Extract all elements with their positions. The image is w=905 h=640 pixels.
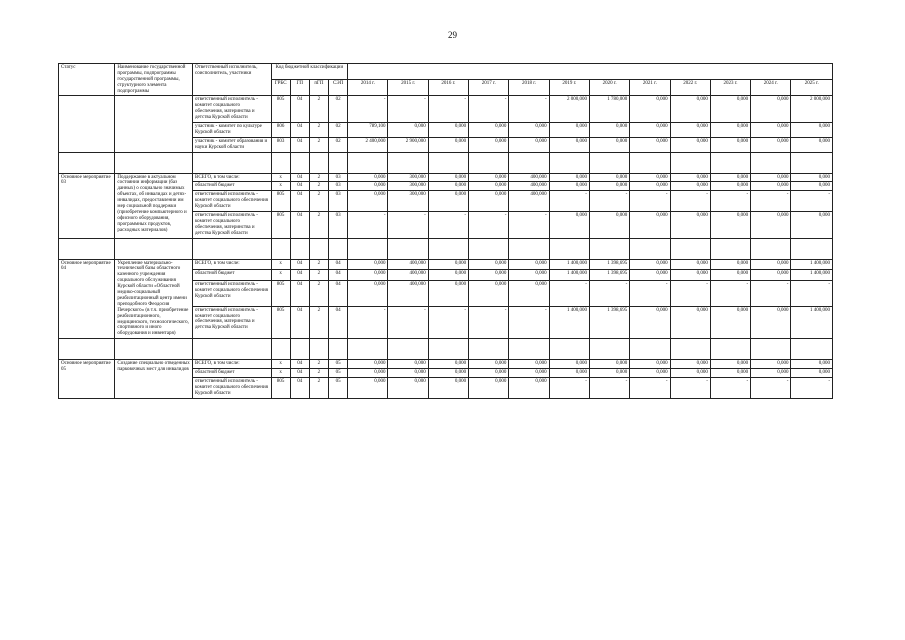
year-header: 2020 г. — [589, 80, 629, 96]
value-cell: - — [751, 191, 791, 212]
value-cell: 0,000 — [428, 182, 468, 191]
code-cell: х — [271, 259, 290, 270]
table-body — [59, 96, 833, 398]
value-cell: 0,000 — [469, 259, 509, 270]
table-row — [59, 259, 833, 270]
value-cell: 0,000 — [509, 281, 549, 306]
value-cell: 0,000 — [630, 137, 670, 152]
value-cell: 0,000 — [348, 173, 388, 182]
program-name-cell — [115, 96, 193, 152]
value-cell: 0,000 — [428, 377, 468, 398]
table-row — [59, 96, 833, 123]
value-cell: 0,000 — [630, 212, 670, 239]
value-cell: - — [670, 191, 710, 212]
years-header-group — [348, 64, 833, 80]
value-cell: 0,000 — [751, 369, 791, 378]
value-cell: - — [388, 96, 428, 123]
value-cell: - — [388, 212, 428, 239]
code-cell: 2 — [309, 212, 328, 239]
value-cell: 0,000 — [469, 377, 509, 398]
code-cell: 04 — [290, 270, 309, 281]
value-cell: 0,000 — [751, 306, 791, 339]
program-name-cell: Поддержание в актуальном состоянии информации (баз данных) о социально значимых объектах, об инвалидах и детях-инвалидах, предоставлении им мер социальной поддержки (приобретение компьютерного и офисного оборудования, программных продуктов, расходных материалов) — [115, 173, 193, 238]
executor-cell: ответственный исполнитель - комитет социального обеспечения Курской области — [193, 281, 272, 306]
value-cell: 0,000 — [630, 123, 670, 138]
value-cell: 0,000 — [509, 360, 549, 369]
value-cell: - — [589, 191, 629, 212]
status-cell: Основное мероприятие 05 — [59, 360, 115, 398]
code-cell: 805 — [271, 377, 290, 398]
code-cell: 03 — [329, 212, 348, 239]
code-cell: 2 — [309, 173, 328, 182]
value-cell: 789,100 — [348, 123, 388, 138]
code-cell: 805 — [271, 281, 290, 306]
value-cell: 300,000 — [388, 191, 428, 212]
program-name-cell: Укрепление материально-технической базы областного казенного учреждения социального обслуживания Курской области «Областной медико-социальный реабилитационный центр имени преподобного Феодосия Печерского» (в т.ч. приобретение реабилитационного, медицинского, технологического, спортивного и иного оборудования и инвентаря) — [115, 259, 193, 339]
code-cell: 2 — [309, 137, 328, 152]
value-cell: 0,000 — [589, 212, 629, 239]
code-cell: 04 — [290, 377, 309, 398]
executor-cell: ответственный исполнитель - комитет социального обеспечения Курской области — [193, 377, 272, 398]
code-cell: 05 — [329, 377, 348, 398]
value-cell: - — [589, 377, 629, 398]
year-header: 2014 г. — [348, 80, 388, 96]
value-cell: 0,000 — [388, 377, 428, 398]
executor-cell: ВСЕГО, в том числе: — [193, 173, 272, 182]
value-cell: 0,000 — [630, 360, 670, 369]
value-cell: 0,000 — [428, 123, 468, 138]
value-cell: 400,000 — [388, 270, 428, 281]
value-cell: - — [630, 191, 670, 212]
value-cell: 0,000 — [469, 281, 509, 306]
value-cell: 1 400,000 — [549, 270, 589, 281]
code-cell: 03 — [329, 191, 348, 212]
executor-cell: ответственный исполнитель - комитет социального обеспечения, материнства и детства Курской области — [193, 96, 272, 123]
executor-cell: ВСЕГО, в том числе: — [193, 259, 272, 270]
value-cell: - — [751, 377, 791, 398]
executor-cell: участник - комитет образования и науки Курской области — [193, 137, 272, 152]
value-cell: 0,000 — [469, 270, 509, 281]
value-cell: - — [670, 281, 710, 306]
table-header — [59, 64, 833, 96]
value-cell: 0,000 — [791, 137, 833, 152]
code-cell: 02 — [329, 96, 348, 123]
value-cell: 0,000 — [791, 369, 833, 378]
executor-cell: областной бюджет — [193, 270, 272, 281]
year-header: 2021 г. — [630, 80, 670, 96]
value-cell: 0,000 — [549, 137, 589, 152]
value-cell: 0,000 — [630, 182, 670, 191]
value-cell: 0,000 — [670, 360, 710, 369]
value-cell: - — [509, 96, 549, 123]
value-cell: - — [509, 306, 549, 339]
value-cell: 0,000 — [670, 212, 710, 239]
value-cell: 0,000 — [670, 182, 710, 191]
code-cell: 805 — [271, 191, 290, 212]
value-cell: 0,000 — [791, 182, 833, 191]
value-cell: 400,000 — [388, 259, 428, 270]
code-cell: 04 — [290, 212, 309, 239]
year-header: 2022 г. — [670, 80, 710, 96]
budget-code-header: Код бюджетной классификации — [271, 64, 348, 80]
page-number: 29 — [448, 30, 457, 40]
table-row — [59, 360, 833, 369]
code-cell: х — [271, 360, 290, 369]
value-cell: 0,000 — [509, 123, 549, 138]
value-cell: - — [670, 377, 710, 398]
code-cell: 05 — [329, 369, 348, 378]
value-cell: - — [469, 212, 509, 239]
code-cell: х — [271, 270, 290, 281]
value-cell: 1 398,695 — [589, 270, 629, 281]
value-cell: 0,000 — [670, 306, 710, 339]
year-header: 2023 г. — [710, 80, 750, 96]
value-cell: - — [630, 281, 670, 306]
status-cell: Основное мероприятие 04 — [59, 259, 115, 339]
value-cell: - — [348, 306, 388, 339]
value-cell: - — [751, 281, 791, 306]
code-cell: 805 — [271, 212, 290, 239]
value-cell: 0,000 — [348, 270, 388, 281]
value-cell: - — [549, 377, 589, 398]
program-name-cell: Создание специально отведенных парковочных мест для инвалидов — [115, 360, 193, 398]
value-cell: 2 000,000 — [549, 96, 589, 123]
value-cell: - — [428, 96, 468, 123]
code-cell: 2 — [309, 270, 328, 281]
value-cell: 0,000 — [509, 369, 549, 378]
value-cell: - — [348, 96, 388, 123]
table-row — [59, 173, 833, 182]
value-cell: 0,000 — [428, 270, 468, 281]
value-cell: 0,000 — [630, 306, 670, 339]
value-cell: 0,000 — [549, 360, 589, 369]
value-cell: 1 780,000 — [589, 96, 629, 123]
value-cell: 0,000 — [751, 137, 791, 152]
value-cell: 0,000 — [670, 137, 710, 152]
value-cell: 2 900,000 — [388, 137, 428, 152]
value-cell: - — [469, 306, 509, 339]
value-cell: - — [710, 191, 750, 212]
value-cell: 0,000 — [751, 360, 791, 369]
status-header: Статус — [59, 64, 115, 96]
value-cell: 0,000 — [388, 360, 428, 369]
value-cell: 0,000 — [670, 259, 710, 270]
value-cell: 0,000 — [791, 360, 833, 369]
value-cell: 0,000 — [791, 123, 833, 138]
value-cell: 0,000 — [670, 173, 710, 182]
value-cell: 0,000 — [589, 360, 629, 369]
code-cell: х — [271, 173, 290, 182]
value-cell: 1 400,000 — [791, 306, 833, 339]
value-cell: 0,000 — [589, 123, 629, 138]
value-cell: 400,000 — [509, 191, 549, 212]
value-cell: 300,000 — [388, 173, 428, 182]
value-cell: 0,000 — [469, 123, 509, 138]
year-header: 2017 г. — [469, 80, 509, 96]
executor-cell: ВСЕГО, в том числе: — [193, 360, 272, 369]
year-header: 2024 г. — [751, 80, 791, 96]
value-cell: 400,000 — [509, 173, 549, 182]
value-cell: 0,000 — [388, 369, 428, 378]
value-cell: 1 400,000 — [549, 306, 589, 339]
value-cell: 0,000 — [589, 173, 629, 182]
code-cell: 2 — [309, 191, 328, 212]
value-cell: 0,000 — [751, 96, 791, 123]
code-cell: 04 — [290, 182, 309, 191]
value-cell: 0,000 — [388, 123, 428, 138]
value-cell: 0,000 — [710, 96, 750, 123]
year-header: 2015 г. — [388, 80, 428, 96]
value-cell: - — [791, 191, 833, 212]
value-cell: 0,000 — [670, 96, 710, 123]
executor-cell: ответственный исполнитель - комитет социального обеспечения, материнства и детства Курской области — [193, 212, 272, 239]
code-cell: 04 — [290, 123, 309, 138]
code-cell: 04 — [290, 360, 309, 369]
value-cell: 0,000 — [469, 369, 509, 378]
value-cell: 0,000 — [751, 259, 791, 270]
value-cell: 0,000 — [549, 173, 589, 182]
value-cell: 0,000 — [348, 259, 388, 270]
code-cell: 04 — [290, 173, 309, 182]
code-cell: 04 — [329, 281, 348, 306]
value-cell: - — [428, 212, 468, 239]
code-header: ГП — [290, 80, 309, 96]
value-cell: 0,000 — [549, 182, 589, 191]
year-header: 2016 г. — [428, 80, 468, 96]
value-cell: 0,000 — [428, 360, 468, 369]
value-cell: - — [469, 96, 509, 123]
code-cell: 2 — [309, 377, 328, 398]
code-cell: 2 — [309, 306, 328, 339]
value-cell: - — [589, 281, 629, 306]
value-cell: 0,000 — [348, 369, 388, 378]
code-cell: х — [271, 182, 290, 191]
value-cell: 0,000 — [509, 270, 549, 281]
code-cell: 04 — [290, 281, 309, 306]
value-cell: 300,000 — [388, 182, 428, 191]
code-header: ГРБС — [271, 80, 290, 96]
code-cell: 04 — [290, 369, 309, 378]
code-header: пГП — [309, 80, 328, 96]
code-cell: 2 — [309, 123, 328, 138]
value-cell: 0,000 — [348, 191, 388, 212]
code-cell: 803 — [271, 137, 290, 152]
value-cell: - — [348, 212, 388, 239]
value-cell: 0,000 — [348, 182, 388, 191]
value-cell: 1 400,000 — [791, 259, 833, 270]
value-cell: 0,000 — [751, 173, 791, 182]
status-cell — [59, 96, 115, 152]
value-cell: 0,000 — [670, 369, 710, 378]
value-cell: 0,000 — [589, 369, 629, 378]
value-cell: 0,000 — [509, 137, 549, 152]
value-cell: 1 398,695 — [589, 306, 629, 339]
value-cell: - — [791, 281, 833, 306]
code-cell: 2 — [309, 281, 328, 306]
value-cell: 0,000 — [428, 173, 468, 182]
value-cell: 0,000 — [428, 137, 468, 152]
value-cell: 0,000 — [630, 369, 670, 378]
code-cell: 2 — [309, 182, 328, 191]
code-cell: 04 — [290, 306, 309, 339]
value-cell: 0,000 — [710, 306, 750, 339]
code-cell: 03 — [329, 173, 348, 182]
value-cell: - — [549, 191, 589, 212]
value-cell: 2 400,000 — [348, 137, 388, 152]
executor-cell: ответственный исполнитель - комитет социального обеспечения, материнства и детства Курской области — [193, 306, 272, 339]
code-cell: 04 — [290, 191, 309, 212]
value-cell: 0,000 — [509, 377, 549, 398]
value-cell: 0,000 — [469, 173, 509, 182]
value-cell: 0,000 — [710, 173, 750, 182]
value-cell: 0,000 — [469, 360, 509, 369]
value-cell: 0,000 — [348, 360, 388, 369]
value-cell: 0,000 — [469, 137, 509, 152]
value-cell: 0,000 — [630, 173, 670, 182]
value-cell: 0,000 — [791, 212, 833, 239]
year-header: 2025 г. — [791, 80, 833, 96]
code-cell: 04 — [290, 259, 309, 270]
value-cell: 0,000 — [549, 212, 589, 239]
code-cell: 2 — [309, 369, 328, 378]
value-cell: - — [428, 306, 468, 339]
budget-table — [58, 63, 833, 399]
value-cell: 0,000 — [710, 182, 750, 191]
value-cell: 0,000 — [710, 123, 750, 138]
code-cell: 04 — [290, 137, 309, 152]
value-cell: 0,000 — [630, 96, 670, 123]
value-cell: 0,000 — [509, 259, 549, 270]
value-cell: 2 000,000 — [791, 96, 833, 123]
code-cell: 04 — [290, 96, 309, 123]
value-cell: 0,000 — [751, 182, 791, 191]
value-cell: 1 398,695 — [589, 259, 629, 270]
code-cell: 02 — [329, 137, 348, 152]
code-cell: 805 — [271, 96, 290, 123]
code-cell: 02 — [329, 123, 348, 138]
code-cell: 04 — [329, 259, 348, 270]
value-cell: 1 400,000 — [791, 270, 833, 281]
value-cell: 0,000 — [710, 369, 750, 378]
value-cell: 400,000 — [509, 182, 549, 191]
value-cell: - — [388, 306, 428, 339]
value-cell: - — [630, 377, 670, 398]
code-cell: 04 — [329, 270, 348, 281]
value-cell: 0,000 — [630, 259, 670, 270]
value-cell: 0,000 — [469, 182, 509, 191]
group-spacer-row — [59, 238, 833, 259]
value-cell: 0,000 — [751, 270, 791, 281]
code-cell: х — [271, 369, 290, 378]
group-spacer-row — [59, 152, 833, 173]
code-cell: 04 — [329, 306, 348, 339]
value-cell: 400,000 — [388, 281, 428, 306]
group-spacer-row — [59, 339, 833, 360]
value-cell: 0,000 — [469, 191, 509, 212]
code-header: СЭП — [329, 80, 348, 96]
year-header: 2019 г. — [549, 80, 589, 96]
value-cell: 0,000 — [710, 259, 750, 270]
executor-cell: ответственный исполнитель - комитет социального обеспечения Курской области — [193, 191, 272, 212]
executor-cell: областной бюджет — [193, 182, 272, 191]
code-cell: 805 — [271, 306, 290, 339]
code-cell: 2 — [309, 259, 328, 270]
code-cell: 03 — [329, 182, 348, 191]
value-cell: 0,000 — [348, 377, 388, 398]
executor-header: Ответственный исполнитель, соисполнитель, участники — [193, 64, 272, 96]
status-cell: Основное мероприятие 03 — [59, 173, 115, 238]
value-cell: 0,000 — [428, 369, 468, 378]
value-cell: 1 400,000 — [549, 259, 589, 270]
value-cell: 0,000 — [549, 369, 589, 378]
code-cell: 806 — [271, 123, 290, 138]
name-header: Наименование государственной программы, подпрограммы государственной программы, структурного элемента подпрограммы — [115, 64, 193, 96]
value-cell: 0,000 — [710, 360, 750, 369]
value-cell: 0,000 — [428, 191, 468, 212]
value-cell: 0,000 — [348, 281, 388, 306]
value-cell: 0,000 — [589, 182, 629, 191]
code-cell: 2 — [309, 360, 328, 369]
value-cell: 0,000 — [589, 137, 629, 152]
value-cell: 0,000 — [710, 270, 750, 281]
value-cell: 0,000 — [670, 123, 710, 138]
value-cell: 0,000 — [630, 270, 670, 281]
value-cell: 0,000 — [751, 212, 791, 239]
value-cell: - — [791, 377, 833, 398]
value-cell: - — [710, 281, 750, 306]
value-cell: - — [509, 212, 549, 239]
code-cell: 05 — [329, 360, 348, 369]
value-cell: 0,000 — [428, 281, 468, 306]
value-cell: - — [710, 377, 750, 398]
value-cell: 0,000 — [710, 212, 750, 239]
value-cell: 0,000 — [670, 270, 710, 281]
value-cell: 0,000 — [791, 173, 833, 182]
year-header: 2018 г. — [509, 80, 549, 96]
value-cell: 0,000 — [710, 137, 750, 152]
executor-cell: областной бюджет — [193, 369, 272, 378]
value-cell: 0,000 — [751, 123, 791, 138]
value-cell: 0,000 — [549, 123, 589, 138]
value-cell: 0,000 — [428, 259, 468, 270]
value-cell: - — [549, 281, 589, 306]
executor-cell: участник - комитет по культуре Курской области — [193, 123, 272, 138]
code-cell: 2 — [309, 96, 328, 123]
